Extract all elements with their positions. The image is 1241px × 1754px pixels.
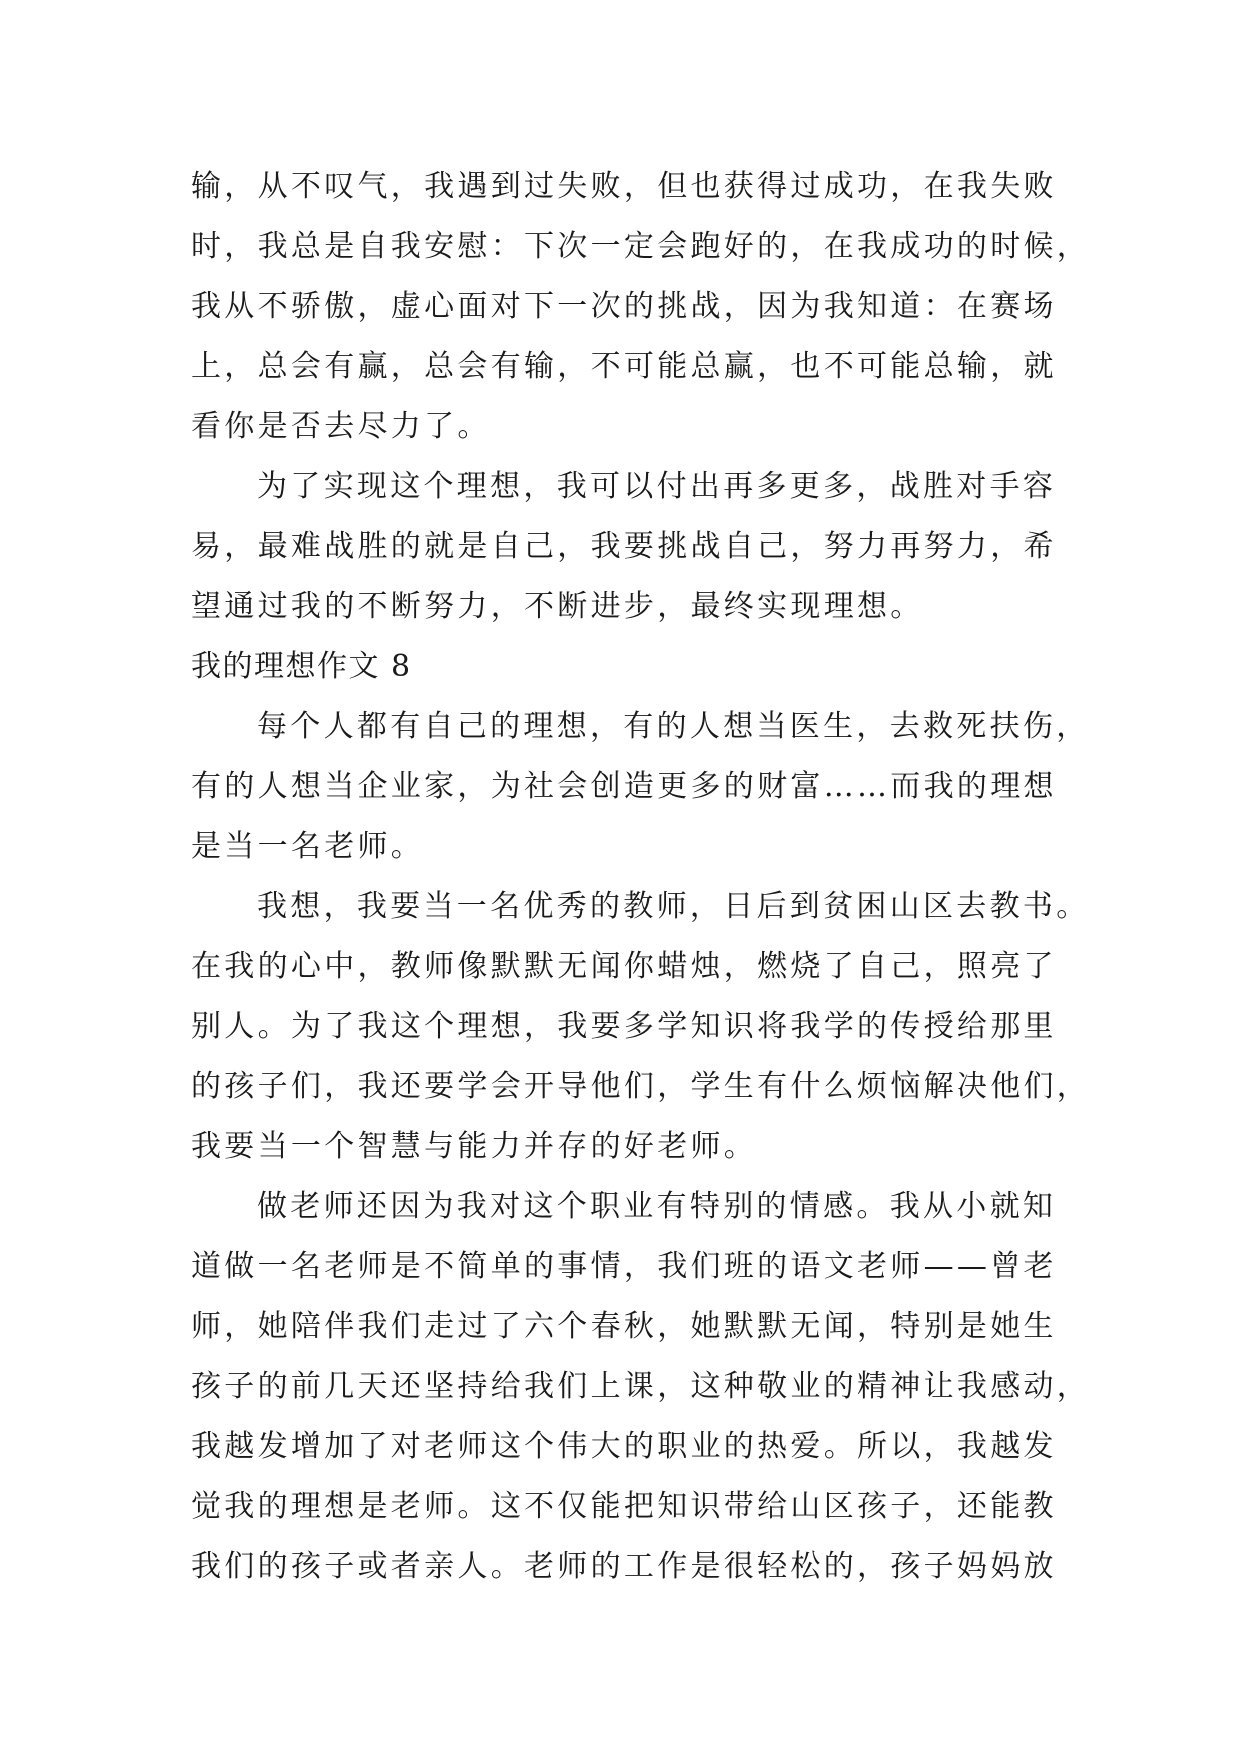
- text-line: 上，总会有赢，总会有输，不可能总赢，也不可能总输，就: [191, 349, 1057, 384]
- text-line: 看你是否去尽力了。: [191, 409, 491, 444]
- text-line: 在我的心中，教师像默默无闻你蜡烛，燃烧了自己，照亮了: [191, 949, 1057, 984]
- paragraph-first-line: 我想，我要当一名优秀的教师，日后到贫困山区去教书。: [257, 889, 1090, 924]
- text-line: 是当一名老师。: [191, 829, 425, 864]
- text-line: 孩子的前几天还坚持给我们上课，这种敬业的精神让我感动，: [191, 1369, 1091, 1404]
- text-line: 道做一名老师是不简单的事情，我们班的语文老师——曾老: [191, 1249, 1057, 1284]
- text-line: 师，她陪伴我们走过了六个春秋，她默默无闻，特别是她生: [191, 1309, 1057, 1344]
- text-line: 易，最难战胜的就是自己，我要挑战自己，努力再努力，希: [191, 529, 1057, 564]
- text-line: 时，我总是自我安慰：下次一定会跑好的，在我成功的时候，: [191, 229, 1091, 264]
- text-line: 有的人想当企业家，为社会创造更多的财富……而我的理想: [191, 769, 1057, 804]
- text-line: 我要当一个智慧与能力并存的好老师。: [191, 1129, 758, 1164]
- text-line: 望通过我的不断努力，不断进步，最终实现理想。: [191, 589, 924, 624]
- paragraph-first-line: 为了实现这个理想，我可以付出再多更多，战胜对手容: [257, 469, 1057, 504]
- text-line: 输，从不叹气，我遇到过失败，但也获得过成功，在我失败: [191, 169, 1057, 204]
- text-line: 我越发增加了对老师这个伟大的职业的热爱。所以，我越发: [191, 1429, 1057, 1464]
- text-line: 的孩子们，我还要学会开导他们，学生有什么烦恼解决他们，: [191, 1069, 1091, 1104]
- text-line: 我们的孩子或者亲人。老师的工作是很轻松的，孩子妈妈放: [191, 1549, 1057, 1584]
- essay-text: [191, 157, 1091, 1597]
- text-line: 我从不骄傲，虚心面对下一次的挑战，因为我知道：在赛场: [191, 289, 1057, 324]
- paragraph-first-line: 每个人都有自己的理想，有的人想当医生，去救死扶伤，: [257, 709, 1090, 744]
- section-heading: 我的理想作文 8: [191, 649, 412, 684]
- text-line: 别人。为了我这个理想，我要多学知识将我学的传授给那里: [191, 1009, 1057, 1044]
- paragraph-first-line: 做老师还因为我对这个职业有特别的情感。我从小就知: [257, 1189, 1057, 1224]
- text-line: 觉我的理想是老师。这不仅能把知识带给山区孩子，还能教: [191, 1489, 1057, 1524]
